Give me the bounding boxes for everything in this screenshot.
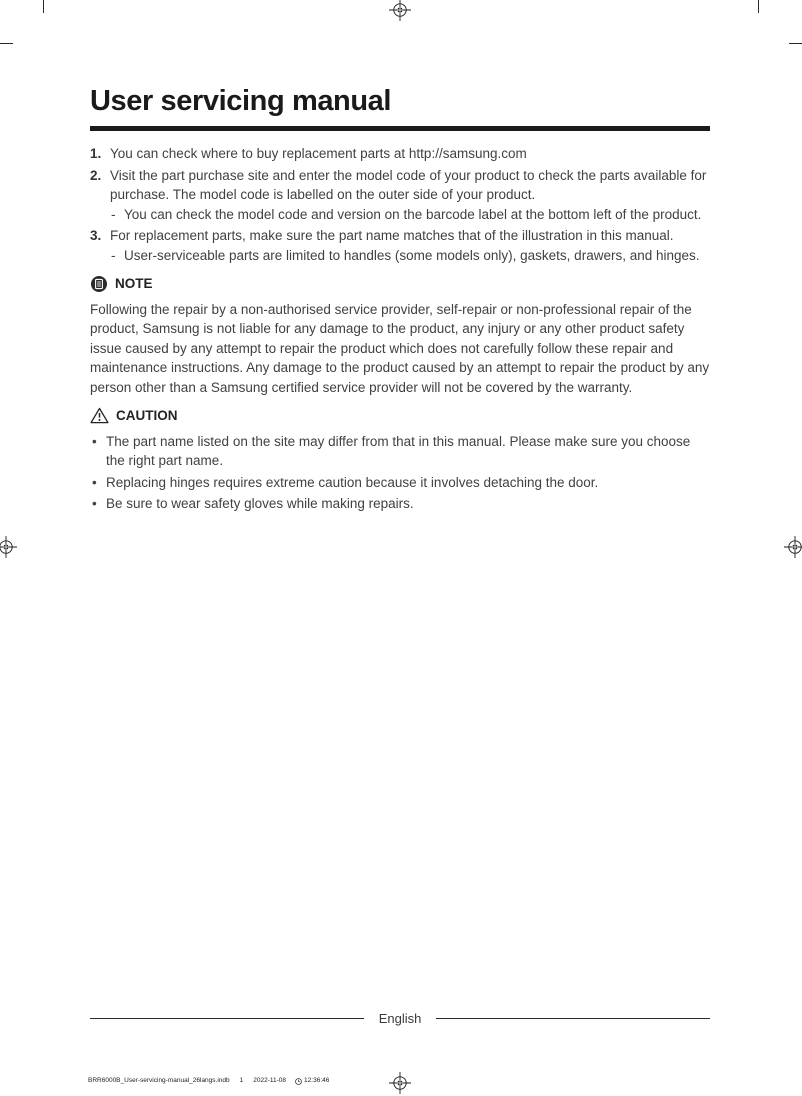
list-item [90,144,710,164]
registration-mark-right-icon [784,536,802,558]
sub-list-item [110,205,710,225]
step-text: Visit the part purchase site and enter the model code of your product to check the parts available for purchase. The model code is labelled on the outer side of your product. [110,167,707,202]
crop-mark-top-right-vertical [758,0,759,13]
step-number: 2. [90,167,102,183]
step-text: For replacement parts, make sure the part name matches that of the illustration in this manual. [110,228,674,243]
sub-list-item [110,246,710,266]
list-item [90,473,710,493]
page-title: User servicing manual [90,85,392,117]
page-content [90,84,710,516]
registration-mark-top-icon [389,0,411,21]
bullet-text: The part name listed on the site may differ from that in this manual. Please make sure you choose the right part name. [106,433,691,468]
crop-mark-top-left-vertical [43,0,44,13]
list-item [90,166,710,225]
step-number: 1. [90,146,102,161]
list-item [90,494,710,514]
print-page-number: 1 [239,1077,244,1084]
dash-marker: - [111,247,116,263]
step-text: You can check where to buy replacement parts at http://samsung.com [110,146,527,161]
footer-language-label: English [378,1011,422,1026]
caution-heading [90,406,710,426]
registration-mark-left-icon [0,536,17,558]
substep-text: User-serviceable parts are limited to handles (some models only), gaskets, drawers, and hinges. [124,247,700,263]
crop-mark-top-right-horizontal [789,43,802,44]
registration-mark-bottom-icon [389,1072,411,1094]
bullet-text: Replacing hinges requires extreme caution because it involves detaching the door. [106,474,599,490]
bullet-text: Be sure to wear safety gloves while making repairs. [106,496,414,511]
print-date: 2022-11-08 [253,1077,287,1084]
steps-list [90,144,710,265]
note-label: NOTE [115,276,153,291]
dash-marker: - [111,206,116,222]
print-info-line [88,1077,329,1085]
footer-rule-left [90,1018,364,1019]
warning-triangle-icon [90,407,109,424]
page-footer [90,1011,710,1026]
clock-icon [295,1078,302,1085]
substep-text: You can check the model code and version on the barcode label at the bottom left of the product. [124,206,702,222]
caution-label: CAUTION [116,408,178,423]
bullet-marker: • [92,496,97,511]
step-number: 3. [90,228,102,243]
print-filename: BRR6000B_User-servicing-manual_26langs.indb [88,1077,230,1084]
print-time: 12:36:46 [304,1077,330,1084]
footer-rule-right [436,1018,710,1019]
crop-mark-top-left-horizontal [0,43,13,44]
bullet-marker: • [92,474,97,490]
list-item [90,432,710,471]
note-heading [90,274,710,294]
list-item [90,226,710,265]
note-paragraph: Following the repair by a non-authorised service provider, self-repair or non-professional repair of the product, Samsung is not liable for any damage to the product, any injury or any other product safety issue caused by any attempt to repair the product which does not carefully follow these repair and maintenance instructions. Any damage to the product caused by an attempt to repair the product by any person other than a Samsung certified service provider will not be covered by the warranty. [90,301,710,395]
caution-list [90,432,710,514]
title-rule [90,126,710,131]
note-icon [90,275,108,293]
bullet-marker: • [92,433,97,449]
